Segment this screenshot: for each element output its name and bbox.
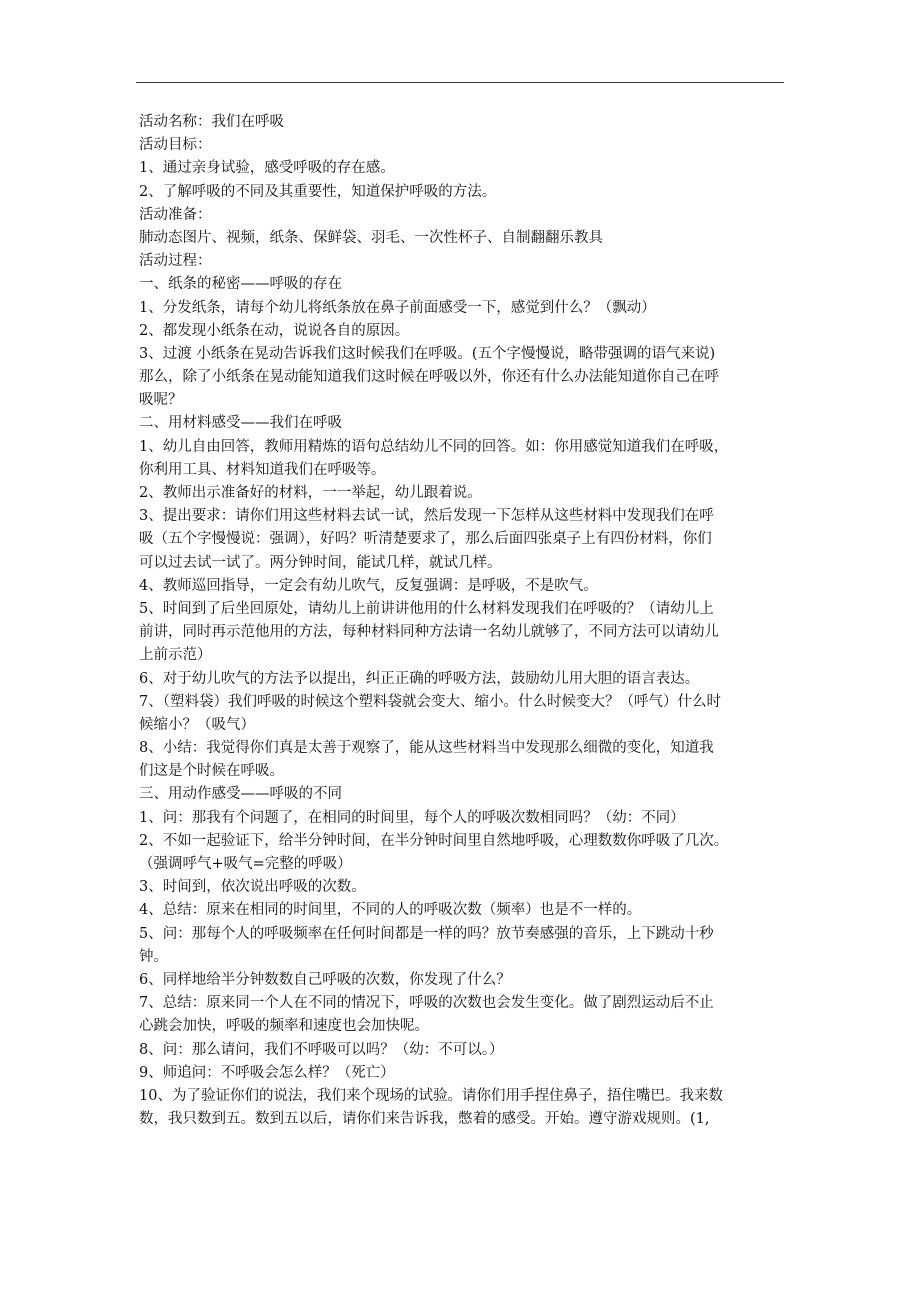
document-line: 上前示范）	[139, 647, 212, 664]
document-line: 吸（五个字慢慢说：强调），好吗？听清楚要求了，那么后面四张桌子上有四份材料，你们	[139, 531, 712, 548]
document-line: 3、提出要求：请你们用这些材料去试一试，然后发现一下怎样从这些材料中发现我们在呼	[139, 508, 714, 525]
document-line: 8、问：那么请问，我们不呼吸可以吗？（幼：不可以。）	[139, 1041, 504, 1058]
document-line: 2、了解呼吸的不同及其重要性，知道保护呼吸的方法。	[139, 183, 497, 200]
document-line: 肺动态图片、视频，纸条、保鲜袋、羽毛、一次性杯子、自制翻翻乐教具	[139, 229, 603, 246]
document-line: 5、时间到了后坐回原处，请幼儿上前讲讲他用的什么材料发现我们在呼吸的？（请幼儿上	[139, 600, 714, 617]
document-body	[139, 111, 791, 1131]
document-line: 前讲，同时再示范他用的方法，每种材料同种方法请一名幼儿就够了，不同方法可以请幼儿	[139, 624, 719, 641]
document-line: 3、时间到，依次说出呼吸的次数。	[139, 879, 366, 896]
document-line: 那么，除了小纸条在晃动能知道我们这时候在呼吸以外，你还有什么办法能知道你自己在呼	[139, 369, 719, 386]
header-rule	[136, 82, 784, 83]
document-line: 7、总结：原来同一个人在不同的情况下，呼吸的次数也会发生变化。做了剧烈运动后不止	[139, 995, 714, 1012]
document-line: 活动过程：	[139, 253, 212, 270]
document-line: 三、用动作感受——呼吸的不同	[139, 786, 342, 803]
document-line: 8、小结：我觉得你们真是太善于观察了，能从这些材料当中发现那么细微的变化，知道我	[139, 740, 714, 757]
document-line: 候缩小？（吸气）	[139, 716, 255, 733]
document-line: 活动目标：	[139, 137, 212, 154]
document-line: 1、分发纸条，请每个幼儿将纸条放在鼻子前面感受一下，感觉到什么？（飘动）	[139, 299, 656, 316]
document-line: 你利用工具、材料知道我们在呼吸等。	[139, 461, 386, 478]
document-line: 2、都发现小纸条在动，说说各自的原因。	[139, 322, 410, 339]
document-line: 1、幼儿自由回答，教师用精炼的语句总结幼儿不同的回答。如：你用感觉知道我们在呼吸，	[139, 438, 729, 455]
document-line: 10、为了验证你们的说法，我们来个现场的试验。请你们用手捏住鼻子，捂住嘴巴。我来数	[139, 1087, 723, 1104]
document-line: 7、（塑料袋）我们呼吸的时候这个塑料袋就会变大、缩小。什么时候变大？（呼气）什么时	[139, 693, 721, 710]
document-line: 一、纸条的秘密——呼吸的存在	[139, 276, 342, 293]
document-line: 4、教师巡回指导，一定会有幼儿吹气，反复强调：是呼吸，不是吹气。	[139, 577, 598, 594]
document-line: 2、教师出示准备好的材料，一一举起，幼儿跟着说。	[139, 485, 482, 501]
document-line: 钟。	[139, 948, 168, 965]
document-line: 数，我只数到五。数到五以后，请你们来告诉我，憋着的感受。开始。遵守游戏规则。(1,	[139, 1111, 710, 1128]
document-line: 二、用材料感受——我们在呼吸	[139, 415, 342, 432]
document-line: 们这是个时候在呼吸。	[139, 763, 284, 780]
document-line: 可以过去试一试了。两分钟时间，能试几样，就试几样。	[139, 554, 502, 571]
document-line: 活动准备：	[139, 206, 212, 223]
document-line: 4、总结：原来在相同的时间里，不同的人的呼吸次数（频率）也是不一样的。	[139, 902, 642, 919]
document-line: 5、问：那每个人的呼吸频率在任何时间都是一样的吗？放节奏感强的音乐，上下跳动十秒	[139, 925, 714, 942]
document-line: （强调呼气+吸气=完整的呼吸）	[139, 856, 352, 872]
document-line: 6、同样地给半分钟数数自己呼吸的次数，你发现了什么？	[139, 971, 511, 988]
document-line: 心跳会加快，呼吸的频率和速度也会加快呢。	[139, 1018, 429, 1035]
document-line: 1、问：那我有个问题了，在相同的时间里，每个人的呼吸次数相同吗？（幼：不同）	[139, 809, 685, 826]
document-line: 吸呢？	[139, 392, 183, 409]
document-line: 1、通过亲身试验，感受呼吸的存在感。	[139, 160, 395, 177]
document-line: 3、过渡 小纸条在晃动告诉我们这时候我们在呼吸。(五个字慢慢说，略带强调的语气来说)	[139, 345, 716, 362]
document-line: 9、师追问：不呼吸会怎么样？（死亡）	[139, 1064, 395, 1081]
document-line: 2、不如一起验证下，给半分钟时间，在半分钟时间里自然地呼吸，心理数数你呼吸了几次。	[139, 832, 729, 849]
document-line: 6、对于幼儿吹气的方法予以提出，纠正正确的呼吸方法，鼓励幼儿用大胆的语言表达。	[139, 670, 700, 687]
document-line: 活动名称：我们在呼吸	[139, 114, 284, 130]
